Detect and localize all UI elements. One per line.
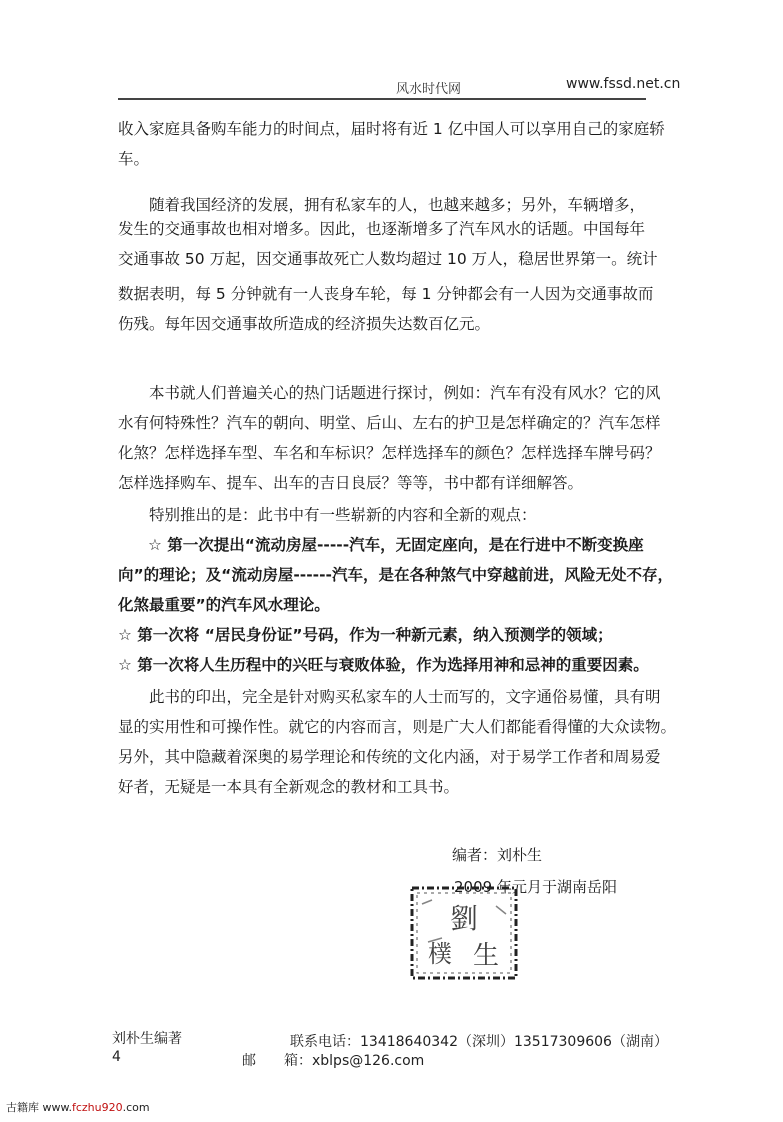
text-line: 另外，其中隐藏着深奥的易学理论和传统的文化内涵，对于易学工作者和周易爱 [118, 748, 661, 766]
text-line: 怎样选择购车、提车、出车的吉日良辰？等等，书中都有详细解答。 [118, 474, 584, 492]
text-line: 化煞？怎样选择车型、车名和车标识？怎样选择车的颜色？怎样选择车牌号码？ [118, 444, 661, 462]
bullet-item-3: ☆ 第一次将人生历程中的兴旺与衰败体验，作为选择用神和忌神的重要因素。 [118, 656, 649, 674]
seal-stamp-image [408, 884, 520, 982]
brand-suffix: .com [122, 1101, 150, 1114]
header-site-name: 风水时代网 [396, 82, 462, 97]
text-line: 随着我国经济的发展，拥有私家车的人，也越来越多；另外，车辆增多， [149, 196, 646, 214]
brand-prefix: 古籍库 www. [6, 1101, 72, 1114]
svg-text:生: 生 [472, 941, 500, 971]
text-line: 本书就人们普遍关心的热门话题进行探讨，例如：汽车有没有风水？它的风 [149, 384, 661, 402]
text-line: 好者，无疑是一本具有全新观念的教材和工具书。 [118, 778, 460, 796]
footer-email: 邮 箱：xblps@126.com [242, 1053, 425, 1069]
text-line: 收入家庭具备购车能力的时间点，届时将有近 1 亿中国人可以享用自己的家庭轿 [118, 120, 665, 138]
text-line: 交通事故 50 万起，因交通事故死亡人数均超过 10 万人，稳居世界第一。统计 [118, 250, 658, 268]
svg-text:劉: 劉 [449, 902, 479, 935]
text-line: 发生的交通事故也相对增多。因此，也逐渐增多了汽车风水的话题。中国每年 [118, 220, 646, 238]
footer-phone: 联系电话：13418640342（深圳）13517309606（湖南） [290, 1034, 668, 1050]
text-line: ☆ 第一次提出“流动房屋-----汽车，无固定座向，是在行进中不断变换座 [148, 536, 644, 554]
text-line: 向”的理论；及“流动房屋------汽车，是在各种煞气中穿越前进，风险无处不存， [118, 566, 673, 584]
text-line: 显的实用性和可操作性。就它的内容而言，则是广大人们都能看得懂的大众读物。 [118, 718, 677, 736]
footer-author: 刘朴生编著 [112, 1031, 182, 1047]
paragraph-4: 特别推出的是：此书中有一些崭新的内容和全新的观点： [149, 506, 537, 524]
text-line: 数据表明，每 5 分钟就有一人丧身车轮，每 1 分钟都会有一人因为交通事故而 [118, 285, 654, 303]
header-rule [118, 98, 646, 100]
paragraph-3 [118, 378, 678, 498]
brand-watermark [6, 1099, 150, 1115]
bullet-item-2: ☆ 第一次将 “居民身份证”号码，作为一种新元素，纳入预测学的领域； [118, 626, 613, 644]
header-url: www.fssd.net.cn [566, 76, 681, 92]
paragraph-5 [118, 682, 678, 802]
paragraph-2 [118, 190, 678, 339]
footer-page-number: 4 [112, 1049, 121, 1065]
brand-highlight: fczhu920 [71, 1101, 123, 1114]
text-line: 此书的印出，完全是针对购买私家车的人士而写的，文字通俗易懂，具有明 [149, 688, 661, 706]
text-line: 水有何特殊性？汽车的朝向、明堂、后山、左右的护卫是怎样确定的？汽车怎样 [118, 414, 661, 432]
text-line: 化煞最重要”的汽车风水理论。 [118, 596, 330, 614]
text-line: 车。 [118, 150, 150, 168]
paragraph-1 [118, 114, 678, 174]
bullet-item-1 [118, 530, 678, 620]
text-line: 伤残。每年因交通事故所造成的经济损失达数百亿元。 [118, 315, 491, 333]
signature-date: 2009 年元月于湖南岳阳 [454, 878, 617, 896]
svg-text:樸: 樸 [428, 940, 452, 968]
editor-signature: 编者：刘朴生 [452, 846, 543, 864]
